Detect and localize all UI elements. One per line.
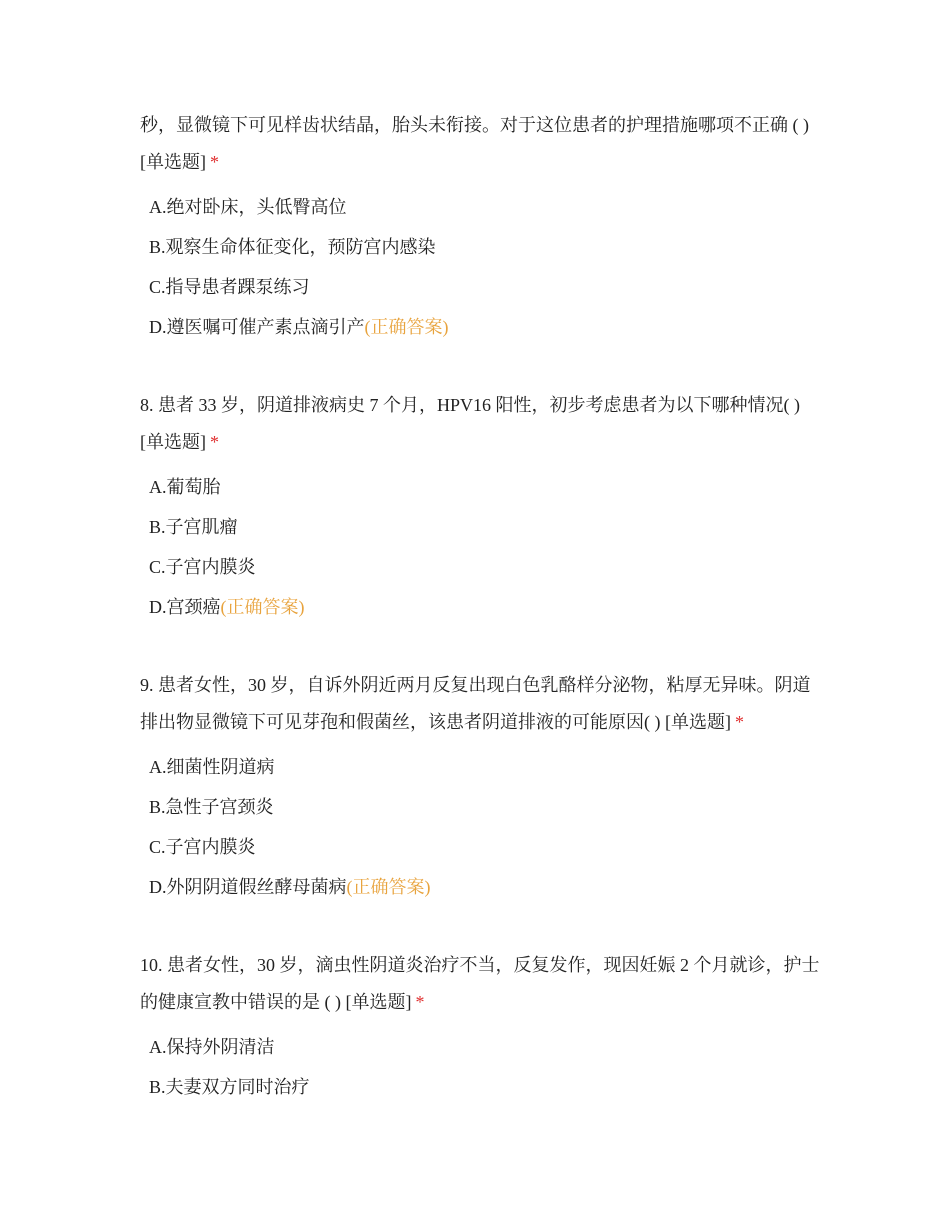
option-text: A.葡萄胎: [149, 477, 221, 497]
option-text: C.子宫内膜炎: [149, 837, 256, 857]
option-c: [149, 267, 820, 307]
question-type: [单选题]: [345, 992, 412, 1012]
option-text: A.保持外阴清洁: [149, 1037, 275, 1057]
question-type: [单选题]: [665, 712, 731, 732]
required-marker: *: [735, 712, 744, 732]
question-text: 9. 患者女性，30 岁，自诉外阴近两月反复出现白色乳酪样分泌物，粘厚无异味。阴道排出物显微镜下可见芽孢和假菌丝，该患者阴道排液的可能原因( ): [140, 675, 811, 732]
required-marker: *: [415, 992, 425, 1012]
option-list: [140, 187, 820, 347]
correct-answer-tag: (正确答案): [346, 877, 431, 897]
option-text: C.指导患者踝泵练习: [149, 277, 310, 297]
question-stem: [140, 947, 820, 1021]
correct-answer-tag: (正确答案): [364, 317, 449, 337]
question-stem: [140, 107, 820, 181]
option-c: [149, 547, 820, 587]
question-text: 10. 患者女性，30 岁，滴虫性阴道炎治疗不当，反复发作，现因妊娠 2 个月就诊，护士的健康宣教中错误的是 ( ): [140, 955, 820, 1012]
option-text: A.绝对卧床，头低臀高位: [149, 197, 347, 217]
option-c: [149, 827, 820, 867]
option-b: [149, 227, 820, 267]
option-text: D.遵医嘱可催产素点滴引产: [149, 317, 365, 337]
option-list: [140, 1027, 820, 1107]
question-10: [140, 947, 820, 1107]
option-b: [149, 1067, 820, 1107]
question-stem: [140, 667, 820, 741]
question-7: [140, 107, 820, 347]
option-d: [149, 867, 820, 907]
option-a: [149, 467, 820, 507]
option-list: [140, 467, 820, 627]
option-text: B.子宫肌瘤: [149, 517, 238, 537]
question-8: [140, 387, 820, 627]
option-b: [149, 507, 820, 547]
option-b: [149, 787, 820, 827]
question-type: [单选题]: [140, 152, 206, 172]
option-text: D.外阴阴道假丝酵母菌病: [149, 877, 347, 897]
question-stem: [140, 387, 820, 461]
required-marker: *: [210, 432, 219, 452]
option-list: [140, 747, 820, 907]
option-text: C.子宫内膜炎: [149, 557, 256, 577]
option-text: B.急性子宫颈炎: [149, 797, 274, 817]
option-text: B.观察生命体征变化，预防宫内感染: [149, 237, 436, 257]
correct-answer-tag: (正确答案): [220, 597, 305, 617]
option-text: B.夫妻双方同时治疗: [149, 1077, 310, 1097]
option-a: [149, 187, 820, 227]
option-d: [149, 307, 820, 347]
required-marker: *: [210, 152, 219, 172]
question-type: [单选题]: [140, 432, 206, 452]
question-text: 秒，显微镜下可见样齿状结晶，胎头未衔接。对于这位患者的护理措施哪项不正确 ( ): [140, 115, 809, 135]
question-9: [140, 667, 820, 907]
option-text: A.细菌性阴道病: [149, 757, 275, 777]
question-text: 8. 患者 33 岁，阴道排液病史 7 个月，HPV16 阳性，初步考虑患者为以下哪种情况( ): [140, 395, 800, 415]
option-d: [149, 587, 820, 627]
option-a: [149, 747, 820, 787]
option-text: D.宫颈癌: [149, 597, 221, 617]
option-a: [149, 1027, 820, 1067]
